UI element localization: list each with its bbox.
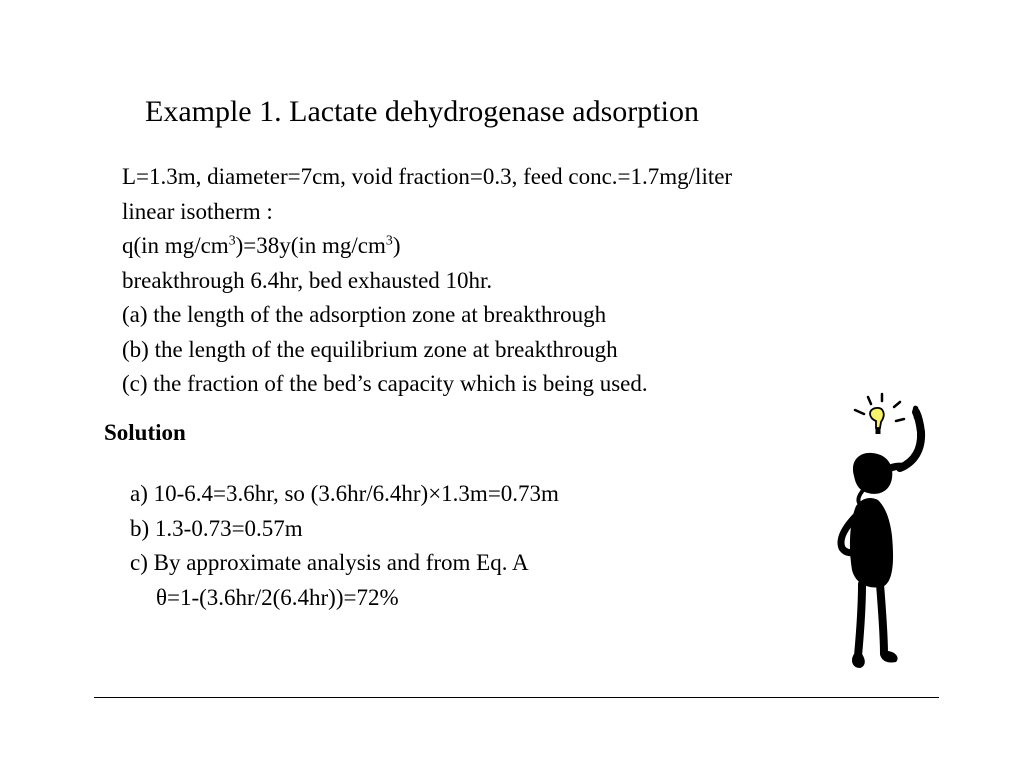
slide-title: Example 1. Lactate dehydrogenase adsorption [145,95,699,128]
stick-figure-idea-icon [828,388,948,678]
question-c: (c) the fraction of the bed’s capacity which is being used. [122,371,648,396]
answer-c-formula: θ=1-(3.6hr/2(6.4hr))=72% [156,584,399,610]
lightbulb-icon [870,408,884,434]
answer-a: a) 10-6.4=3.6hr, so (3.6hr/6.4hr)×1.3m=0.73m [130,481,559,506]
answer-b: b) 1.3-0.73=0.57m [130,515,303,541]
solution-body [130,477,559,615]
isotherm-text-2: )=38y(in mg/cm [235,233,386,258]
isotherm-label: linear isotherm : [122,198,273,224]
problem-statement [122,160,732,402]
isotherm-equation [122,229,732,264]
question-b: (b) the length of the equilibrium zone at breakthrough [122,336,618,362]
isotherm-text-1: q(in mg/cm [122,233,229,258]
breakthrough-info: breakthrough 6.4hr, bed exhausted 10hr. [122,267,493,293]
isotherm-text-3: ) [392,233,401,258]
isotherm-superscript-1: 3 [228,232,236,248]
question-a: (a) the length of the adsorption zone at breakthrough [122,302,607,327]
answer-c: c) By approximate analysis and from Eq. A [130,550,529,575]
problem-parameters: L=1.3m, diameter=7cm, void fraction=0.3, feed conc.=1.7mg/liter [122,164,733,189]
solution-heading: Solution [104,420,186,445]
bottom-divider [94,697,939,698]
isotherm-superscript-2: 3 [385,232,393,248]
